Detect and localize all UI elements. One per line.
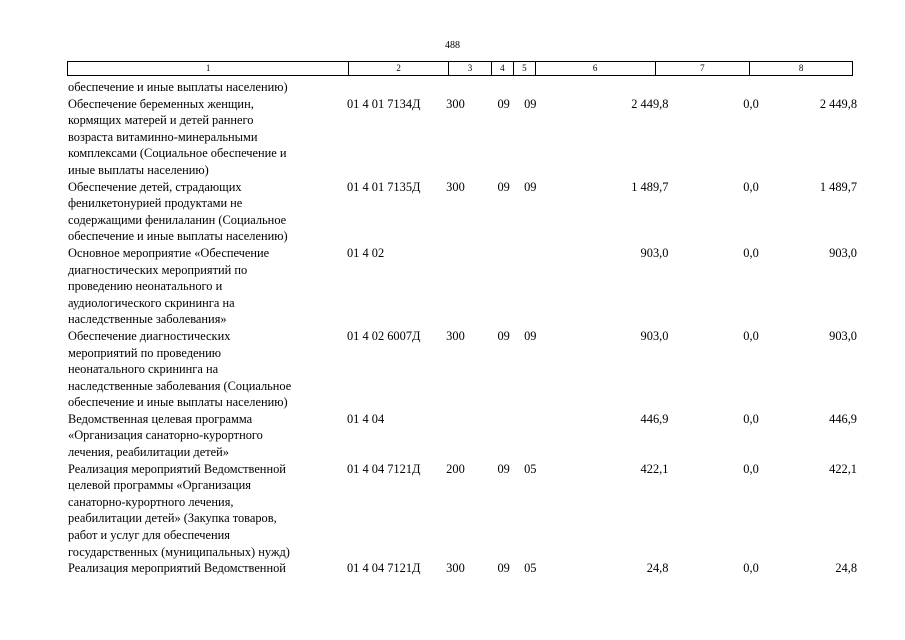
row-name [67, 79, 345, 96]
row-vr: 300 [446, 328, 465, 343]
table-row [67, 96, 857, 179]
row-pr: 09 [524, 96, 537, 111]
row-name-line: Основное мероприятие «Обеспечение [68, 245, 270, 260]
table-body [67, 79, 857, 577]
row-name-line: целевой программы «Организация [68, 478, 251, 493]
row-rz: 09 [497, 561, 510, 576]
row-code: 01 4 02 6007Д [346, 328, 421, 343]
table-row [67, 411, 857, 461]
row-name [67, 411, 345, 461]
row-name-line: диагностических мероприятий по [68, 262, 248, 277]
column-header-3: 3 [449, 62, 492, 75]
row-name [67, 245, 345, 328]
row-code: 01 4 04 [346, 411, 385, 426]
column-header-5: 5 [514, 62, 536, 75]
row-code: 01 4 01 7134Д [346, 96, 421, 111]
row-code: 01 4 02 [346, 245, 385, 260]
table-row [67, 328, 857, 411]
column-header-8: 8 [798, 63, 804, 73]
row-rz: 09 [497, 179, 510, 194]
row-vr: 300 [446, 179, 465, 194]
row-name-line: государственных (муниципальных) нужд) [68, 544, 290, 559]
row-vr: 200 [446, 461, 465, 476]
row-name-line: иные выплаты населению) [68, 162, 209, 177]
row-name [67, 560, 345, 577]
row-code: 01 4 04 7121Д [346, 461, 421, 476]
row-pr: 09 [524, 179, 537, 194]
row-name-line: содержащими фенилаланин (Социальное [68, 212, 287, 227]
row-name-line: реабилитации детей» (Закупка товаров, [68, 511, 277, 526]
row-rz: 09 [497, 461, 510, 476]
row-name-line: обеспечение и иные выплаты населению) [68, 395, 288, 410]
row-value-8: 1 489,7 [819, 179, 858, 194]
row-value-8: 903,0 [829, 328, 858, 343]
row-name-line: кормящих матерей и детей раннего [68, 113, 254, 128]
row-value-6: 422,1 [640, 461, 669, 476]
page-number: 488 [445, 40, 460, 51]
row-value-8: 422,1 [829, 461, 858, 476]
row-vr: 300 [446, 561, 465, 576]
row-rz: 09 [497, 96, 510, 111]
row-name-line: комплексами (Социальное обеспечение и [68, 146, 287, 161]
row-value-6: 2 449,8 [631, 96, 669, 111]
row-name-line: санаторно-курортного лечения, [68, 494, 234, 509]
row-pr: 09 [524, 328, 537, 343]
row-name-line: «Организация санаторно-курортного [68, 428, 263, 443]
row-value-8: 2 449,8 [819, 96, 858, 111]
row-value-8: 903,0 [829, 245, 858, 260]
row-name-line: Обеспечение диагностических [68, 328, 231, 343]
table-row [67, 79, 857, 96]
row-name-line: неонатального скрининга на [68, 362, 219, 377]
row-vr: 300 [446, 96, 465, 111]
column-header-7: 7 [656, 62, 751, 75]
row-value-7: 0,0 [743, 96, 759, 111]
row-value-8: 24,8 [835, 561, 858, 576]
row-value-7: 0,0 [743, 411, 759, 426]
row-name-line: мероприятий по проведению [68, 345, 222, 360]
table-header [67, 61, 853, 76]
column-header-2: 2 [349, 62, 449, 75]
row-name-line: наследственные заболевания» [68, 312, 227, 327]
row-value-6: 24,8 [646, 561, 669, 576]
row-value-6: 903,0 [640, 328, 669, 343]
table-row [67, 560, 857, 577]
row-value-6: 446,9 [640, 411, 669, 426]
column-header-1: 1 [68, 62, 349, 75]
row-name-line: Ведомственная целевая программа [68, 411, 253, 426]
column-header-6: 6 [536, 62, 656, 75]
row-name-line: аудиологического скрининга на [68, 295, 235, 310]
row-value-6: 903,0 [640, 245, 669, 260]
row-name-line: Обеспечение беременных женщин, [68, 96, 254, 111]
row-name [67, 328, 345, 411]
row-name-line: Реализация мероприятий Ведомственной [68, 461, 286, 476]
row-name-line: Обеспечение детей, страдающих [68, 179, 242, 194]
row-name-line: фенилкетонурией продуктами не [68, 196, 243, 211]
row-value-7: 0,0 [743, 245, 759, 260]
row-value-7: 0,0 [743, 461, 759, 476]
row-name-line: проведению неонатального и [68, 279, 223, 294]
row-name-line: работ и услуг для обеспечения [68, 528, 230, 543]
table-row [67, 245, 857, 328]
row-value-7: 0,0 [743, 328, 759, 343]
row-name [67, 179, 345, 245]
row-pr: 05 [524, 461, 537, 476]
row-value-7: 0,0 [743, 179, 759, 194]
column-header-4: 4 [492, 62, 514, 75]
row-name-line: наследственные заболевания (Социальное [68, 378, 292, 393]
row-name-line: возраста витаминно-минеральными [68, 129, 258, 144]
row-value-7: 0,0 [743, 561, 759, 576]
table-row [67, 461, 857, 561]
row-name [67, 96, 345, 179]
row-code: 01 4 04 7121Д [346, 561, 421, 576]
row-pr: 05 [524, 561, 537, 576]
row-value-8: 446,9 [829, 411, 858, 426]
row-name-line: обеспечение и иные выплаты населению) [68, 229, 288, 244]
row-name-line: Реализация мероприятий Ведомственной [68, 561, 286, 576]
row-code: 01 4 01 7135Д [346, 179, 421, 194]
row-name [67, 461, 345, 561]
row-name-line: обеспечение и иные выплаты населению) [68, 80, 288, 94]
table-row [67, 179, 857, 245]
row-rz: 09 [497, 328, 510, 343]
row-value-6: 1 489,7 [631, 179, 669, 194]
row-name-line: лечения, реабилитации детей» [68, 445, 229, 460]
